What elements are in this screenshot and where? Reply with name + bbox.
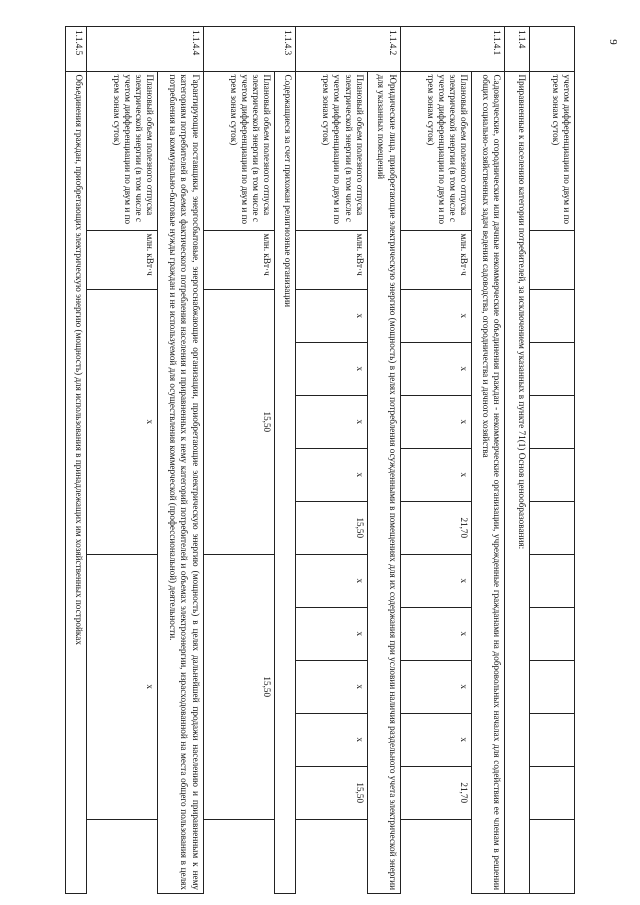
page-number: 9 [606,39,619,45]
table-row [203,27,275,894]
row-number: 1.1.4.2 [295,27,400,72]
value-cell: 15,50 [295,501,367,554]
row-number: 1.1.4 [505,27,530,72]
value-cell: 15,50 [203,289,275,554]
plan-volume-label: Плановый объем полезного отпуска электрической энергии (в том числе с учетом дифференциации по двум и по трем зонам суток) [400,71,472,230]
row-number: 1.1.4.3 [203,27,295,72]
row-number: 1.1.4.4 [86,27,203,72]
rotated-table-frame [65,26,575,894]
value-cell: 21,70 [400,501,472,554]
plan-volume-label: Плановый объем полезного отпуска электрической энергии (в том числе с учетом дифференциации по двум и по трем зонам суток) [295,71,367,230]
tariff-table [65,26,575,894]
unit-label: млн. кВт·ч [203,230,275,289]
table-row: Плановый объем полезного отпуска электрической энергии (в том числе с учетом дифференциации по двум и по трем зонам суток) млн. кВт·ч х х х х 15,50 х х х х 15,50 [295,27,367,894]
plan-volume-label: Плановый объем полезного отпуска электрической энергии (в том числе с учетом дифференциации по двум и по трем зонам суток) [86,71,158,230]
value-cell: 21,70 [400,766,472,819]
table-row: Плановый объем полезного отпуска электрической энергии (в том числе с учетом дифференциации по двум и по трем зонам суток) млн. кВт·ч х х х х 21,70 х х х х 21,70 [400,27,472,894]
value-cell: 15,50 [295,766,367,819]
table-row [472,27,505,894]
row-heading: Юридические лица, приобретающие электрическую энергию (мощность) в целях потребления осужденными в помещениях для их содержания при условии наличия раздельного учета электрической энергии для указанных помещений [367,71,400,893]
table-row [158,27,203,894]
row-number: 1.1.4.1 [400,27,505,72]
row-heading: Объединения граждан, приобретающих электрическую энергию (мощность) для использования в принадлежащих им хозяйственных постройках [66,71,87,893]
row-heading: Содержащиеся за счет прихожан религиозные организации [275,71,296,893]
table-row [275,27,296,894]
table-row [505,27,530,894]
plan-volume-label: Плановый объем полезного отпуска электрической энергии (в том числе с учетом дифференциации по двум и по трем зонам суток) [203,71,275,230]
table-row: учетом дифференциации по двум и по трем зонам суток) [529,27,574,894]
table-row: Плановый объем полезного отпуска электрической энергии (в том числе с учетом дифференциации по двум и по трем зонам суток) млн. кВт·ч х х [86,27,158,894]
row-heading: Гарантирующие поставщики, энергосбытовые, энергоснабжающие организации, приобретающие электрическую энергию (мощность) в целях дальнейшей продажи населению и приравненным к нему категориям потребителей в объемах фактического потребления населения и приравненных к нему категорий потребителей и объемах электроэнергии, израсходованной на места общего пользования в целях потребления на коммунально-бытовые нужды граждан и не используемой для осуществления коммерческой (профессиональной) деятельности. [158,71,203,893]
row-heading: Приравненные к населению категории потребителей, за исключением указанных в пункте 71(1) Основ ценообразования: [505,71,530,893]
row-heading: Садоводческие, огороднические или дачные некоммерческие объединения граждан - некоммерческие организации, учрежденные гражданами на добровольных началах для содействия ее членам в решении общих социально-хозяйственных задач ведения садоводства, огородничества и дачного хозяйства [472,71,505,893]
unit-label: млн. кВт·ч [400,230,472,289]
unit-label: млн. кВт·ч [86,230,158,289]
unit-label: млн. кВт·ч [295,230,367,289]
table-row [66,27,87,894]
value-cell: 15,50 [203,554,275,819]
table-row [367,27,400,894]
row-number: 1.1.4.5 [66,27,87,72]
